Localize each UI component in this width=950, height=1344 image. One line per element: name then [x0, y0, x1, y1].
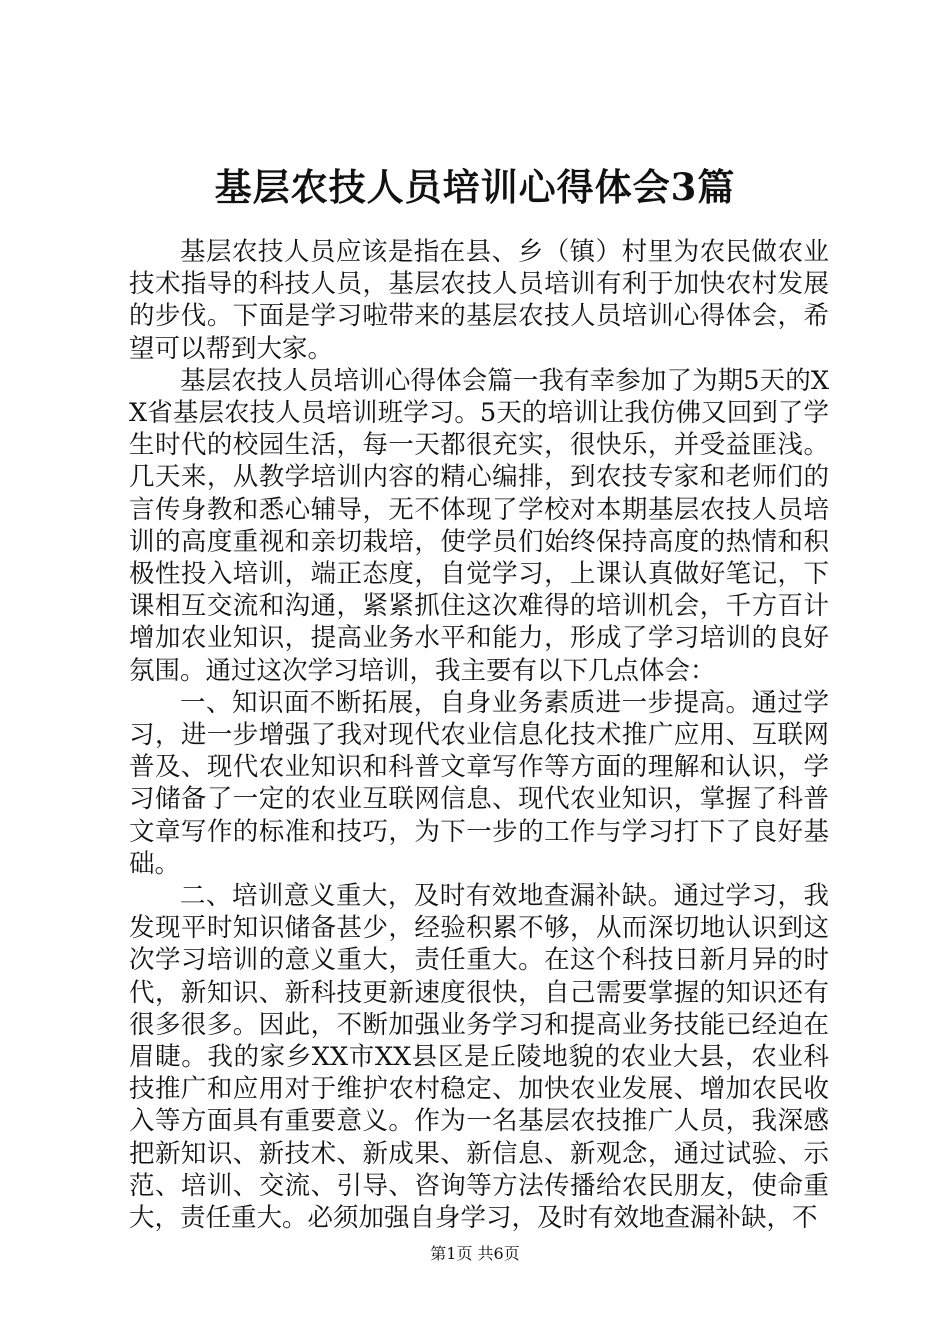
paragraph-point-two: 二、培训意义重大，及时有效地查漏补缺。通过学习，我发现平时知识储备甚少，经验积累不够，从而深切地认识到这次学习培训的意义重大，责任重大。在这个科技日新月异的时代，新知识、新科技更新速度很快，自己需要掌握的知识还有很多很多。因此，不断加强业务学习和提高业务技能已经迫在眉睫。我的家乡XX市XX县区是丘陵地貌的农业大县，农业科技推广和应用对于维护农村稳定、加快农业发展、增加农民收入等方面具有重要意义。作为一名基层农技推广人员，我深感把新知识、新技术、新成果、新信息、新观念，通过试验、示范、培训、交流、引导、咨询等方法传播给农民朋友，使命重大，责任重大。必须加强自身学习，及时有效地查漏补缺，不 — [129, 881, 829, 1234]
paragraph-part-one: 基层农技人员培训心得体会篇一我有幸参加了为期5天的XX省基层农技人员培训班学习。5天的培训让我仿佛又回到了学生时代的校园生活，每一天都很充实，很快乐，并受益匪浅。几天来，从教学培训内容的精心编排，到农技专家和老师们的言传身教和悉心辅导，无不体现了学校对本期基层农技人员培训的高度重视和亲切栽培，使学员们始终保持高度的热情和积极性投入培训，端正态度，自觉学习，上课认真做好笔记，下课相互交流和沟通，紧紧抓住这次难得的培训机会，千方百计增加农业知识，提高业务水平和能力，形成了学习培训的良好氛围。通过这次学习培训，我主要有以下几点体会： — [129, 365, 829, 686]
page-title: 基层农技人员培训心得体会3篇 — [214, 165, 736, 209]
paragraph-point-one: 一、知识面不断拓展，自身业务素质进一步提高。通过学习，进一步增强了我对现代农业信息化技术推广应用、互联网普及、现代农业知识和科普文章写作等方面的理解和认识，学习储备了一定的农业互联网信息、现代农业知识，掌握了科普文章写作的标准和技巧，为下一步的工作与学习打下了良好基础。 — [129, 687, 829, 879]
paragraph-intro: 基层农技人员应该是指在县、乡（镇）村里为农民做农业技术指导的科技人员，基层农技人员培训有利于加快农村发展的步伐。下面是学习啦带来的基层农技人员培训心得体会，希望可以帮到大家。 — [129, 237, 829, 364]
document-body — [129, 236, 829, 1234]
page-footer: 第1页 共6页 — [430, 1244, 520, 1263]
